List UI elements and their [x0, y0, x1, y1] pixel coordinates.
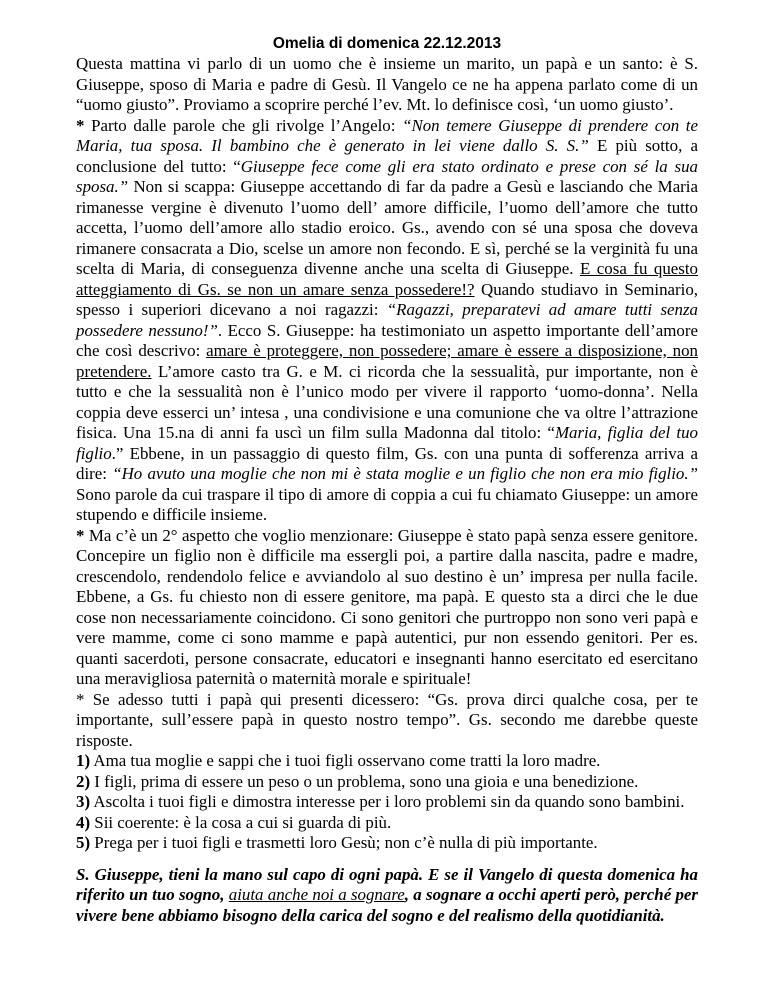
bullet-star: *	[76, 525, 85, 545]
underlined-question: E cosa fu questo atteggiamento di Gs. se non un amare senza possedere!?	[76, 259, 699, 299]
paragraph-second-aspect: * Ma c’è un 2° aspetto che voglio menzionare: Giuseppe è stato papà senza essere genitore. Concepire un figlio non è difficile ma essergli poi, a partire dalla nascita, padre e madre, crescendolo, rendendolo felice e avviandolo al suo destino è un’ impresa per nulla facile. Ebbene, a Gs. fu chiesto non di essere genitore, ma papà. E questo sta a dirci che le due cose non necessariamente coincidono. Ci sono genitori che purtroppo non sono veri papà e vere mamme, come ci sono mamme e papà autentici, pur non essendo genitori. Per es. quanti sacerdoti, persone consacrate, educatori e insegnanti hanno esercitato ed esercitano una meravigliosa paternità o maternità morale e spirituale!	[76, 525, 698, 688]
list-item-3: 3) Ascolta i tuoi figli e dimostra interesse per i loro problemi sin da quando sono bambini.	[76, 792, 685, 811]
underlined-definition: amare è proteggere, non possedere; amare è essere a disposizione, non pretendere.	[76, 341, 698, 381]
underlined-phrase: aiuta anche noi a sognare	[228, 885, 405, 904]
page-title: Omelia di domenica 22.12.2013	[272, 35, 502, 52]
list-item-1: 1) Ama tua moglie e sappi che i tuoi figli osservano come tratti la loro madre.	[76, 751, 601, 770]
paragraph-intro: Questa mattina vi parlo di un uomo che è insieme un marito, un papà e un santo: è S. Giuseppe, sposo di Maria e padre di Gesù. Il Vangelo ce ne ha appena parlato come di un “uomo giusto”. Proviamo a scoprire perché l’ev. Mt. lo definisce così, ‘un uomo giusto’.	[76, 54, 698, 114]
closing-prayer: S. Giuseppe, tieni la mano sul capo di ogni papà. E se il Vangelo di questa domenica ha riferito un tuo sogno, aiuta anche noi a sognare, a sognare a occhi aperti però, perché per vivere bene abbiamo bisogno della carica del sogno e del realismo della quotidianità.	[76, 864, 698, 925]
spacer	[76, 854, 698, 865]
film-title: Maria, figlia del tuo figlio	[76, 423, 698, 463]
paragraph-first-aspect: * Parto dalle parole che gli rivolge l’Angelo: “Non temere Giuseppe di prendere con te Maria, tua sposa. Il bambino che è generato in lei viene dallo S. S.” E più sotto, a conclusione del tutto: “Giuseppe fece come gli era stato ordinato e prese con sé la sua sposa.” Non si scappa: Giuseppe accettando di far da padre a Gesù e lasciando che Maria rimanesse vergine è divenuto l’uomo dell’ amore difficile, l’uomo dell’amore che tutto accetta, l’uomo dell’amore allo stadio eroico. Gs., avendo con sé una sposa che doveva rimanere consacrata a Dio, scelse un amore non fecondo. E sì, perché se la verginità fu una scelta di Maria, di conseguenza divenne anche una scelta di Giuseppe. E cosa fu questo atteggiamento di Gs. se non un amare senza possedere!? Quando studiavo in Seminario, spesso i superiori dicevano a noi ragazzi: “Ragazzi, preparatevi ad amare tutti senza possedere nessuno!”. Ecco S. Giuseppe: ha testimoniato un aspetto importante dell’amore che così descrivo: amare è proteggere, non possedere; amare è essere a disposizione, non pretendere. L’amore casto tra G. e M. ci ricorda che la sessualità, pur importante, non è tutto e che la sessualità non è l’unico modo per vivere il rapporto ‘uomo-donna’. Nella coppia deve esserci un’ intesa , una condivisione e una comunione che va oltre l’attrazione fisica. Una 15.na di anni fa uscì un film sulla Madonna dal titolo: “Maria, figlia del tuo figlio.” Ebbene, in un passaggio di questo film, Gs. con una punta di sofferenza arriva a dire: “Ho avuto una moglie che non mi è stata moglie e un figlio che non era mio figlio.” Sono parole da cui traspare il tipo di amore di coppia a cui fu chiamato Giuseppe: un amore stupendo e difficile insieme.	[76, 115, 699, 524]
paragraph-fathers: * Se adesso tutti i papà qui presenti dicessero: “Gs. prova dirci qualche cosa, per te importante, sull’essere papà in questo nostro tempo”. Gs. secondo me darebbe queste risposte.	[76, 689, 698, 750]
list-item-2: 2) I figli, prima di essere un peso o un problema, sono una gioia e una benedizione.	[76, 771, 639, 791]
list-item-5: 5) Prega per i tuoi figli e trasmetti loro Gesù; non c’è nulla di più importante.	[76, 833, 598, 852]
bullet-star: *	[76, 115, 85, 135]
quote-angel: “Non temere Giuseppe di prendere con te Maria, tua sposa. Il bambino che è generato in lei viene dallo S. S.”	[76, 115, 698, 155]
quote-film: “Ho avuto una moglie che non mi è stata moglie e un figlio che non era mio figlio.”	[112, 464, 698, 483]
quote-seminary: “Ragazzi, preparatevi ad amare tutti senza possedere nessuno!”	[76, 300, 698, 340]
quote-gospel: Giuseppe fece come gli era stato ordinato e prese con sé la sua sposa.”	[76, 156, 698, 196]
list-item-4: 4) Sii coerente: è la cosa a cui si guarda di più.	[76, 812, 392, 832]
